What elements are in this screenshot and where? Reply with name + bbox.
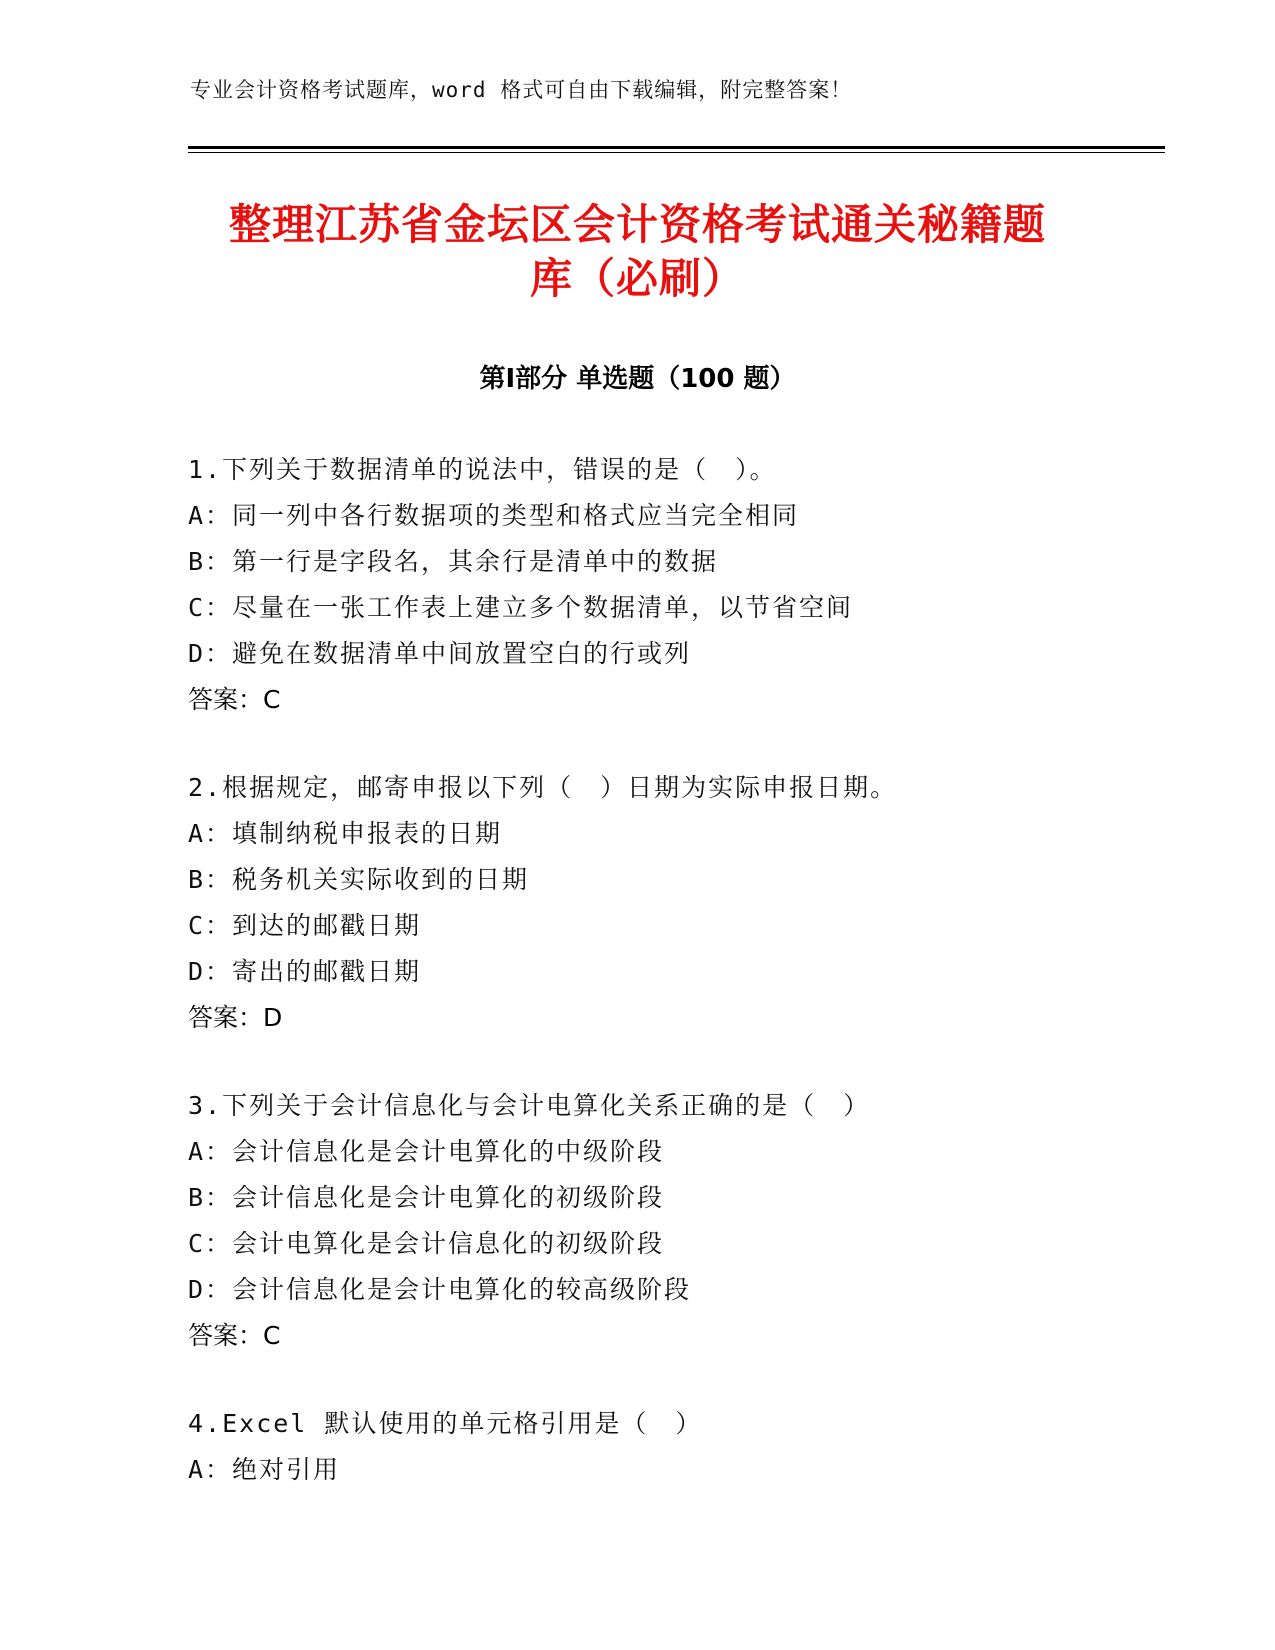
- document-title: [150, 198, 1125, 306]
- question-stem: 2.根据规定，邮寄申报以下列（ ）日期为实际申报日期。: [188, 773, 898, 802]
- option-c: C：尽量在一张工作表上建立多个数据清单，以节省空间: [188, 593, 854, 622]
- option-d: D：寄出的邮戳日期: [188, 957, 422, 986]
- question-1: [188, 447, 1148, 723]
- header-rule-thin: [188, 152, 1165, 153]
- document-title-line-1: 整理江苏省金坛区会计资格考试通关秘籍题: [228, 200, 1046, 249]
- option-a: A：会计信息化是会计电算化的中级阶段: [188, 1137, 665, 1166]
- question-4: [188, 1401, 1148, 1493]
- question-stem: 1.下列关于数据清单的说法中，错误的是（ ）。: [188, 455, 777, 484]
- option-a: A：同一列中各行数据项的类型和格式应当完全相同: [188, 501, 800, 530]
- question-2: [188, 765, 1148, 1041]
- answer: 答案：C: [188, 685, 281, 714]
- option-a: A：填制纳税申报表的日期: [188, 819, 503, 848]
- question-stem: 4.Excel 默认使用的单元格引用是（ ）: [188, 1409, 703, 1438]
- question-stem: 3.下列关于会计信息化与会计电算化关系正确的是（ ）: [188, 1091, 871, 1120]
- option-b: B：第一行是字段名，其余行是清单中的数据: [188, 547, 719, 576]
- question-3: [188, 1083, 1148, 1359]
- option-a: A：绝对引用: [188, 1455, 341, 1484]
- document-title-line-2: 库（必刷）: [529, 254, 745, 303]
- header-note: 专业会计资格考试题库，word 格式可自由下载编辑，附完整答案！: [190, 78, 853, 102]
- option-b: B：税务机关实际收到的日期: [188, 865, 530, 894]
- option-c: C：到达的邮戳日期: [188, 911, 422, 940]
- option-b: B：会计信息化是会计电算化的初级阶段: [188, 1183, 665, 1212]
- answer: 答案：D: [188, 1003, 283, 1032]
- option-d: D：避免在数据清单中间放置空白的行或列: [188, 639, 692, 668]
- section-title: 第Ⅰ部分 单选题（100 题）: [479, 364, 796, 394]
- question-list: [188, 447, 1148, 1535]
- option-d: D：会计信息化是会计电算化的较高级阶段: [188, 1275, 692, 1304]
- header-rule-thick: [188, 146, 1165, 149]
- answer: 答案：C: [188, 1321, 281, 1350]
- option-c: C：会计电算化是会计信息化的初级阶段: [188, 1229, 665, 1258]
